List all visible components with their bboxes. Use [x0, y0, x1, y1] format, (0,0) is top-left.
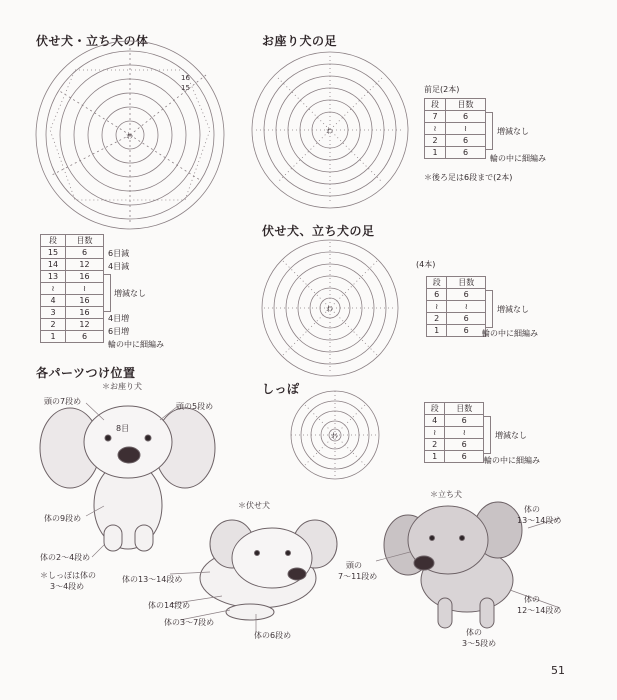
- label-standing-body-bottom: 体の: [466, 628, 482, 637]
- tail-center-label: わ: [331, 432, 338, 440]
- table-row: 4 16: [41, 295, 104, 307]
- label-standing-head: 頭の: [346, 561, 362, 570]
- row-note: 輪の中に細編み: [482, 329, 538, 338]
- label-standing-body-bottom-rows: 3～5段め: [462, 639, 497, 648]
- sitting-dog-title: ＊お座り犬: [102, 382, 142, 391]
- table-row: 3 16: [41, 307, 104, 319]
- table-row: 4 6: [425, 415, 484, 427]
- table-row: 15 6: [41, 247, 104, 259]
- table-row: 2 6: [425, 135, 486, 147]
- page-number: 51: [551, 664, 565, 677]
- lie-legs-center-label: わ: [326, 305, 333, 313]
- table-row: 1 6: [425, 147, 486, 159]
- diagram-round-start-label: 15: [181, 84, 190, 92]
- table-header: 段: [41, 235, 66, 247]
- heading-sit-legs: お座り犬の足: [262, 34, 338, 48]
- table-row: 2 12: [41, 319, 104, 331]
- label-lying-body-6: 体の6段め: [254, 631, 292, 640]
- table-row: ≀ ≀: [425, 123, 486, 135]
- row-note: 4目減: [108, 262, 130, 271]
- table-header: 目数: [445, 403, 484, 415]
- brace-note: 増減なし: [495, 431, 527, 440]
- brace-note: 増減なし: [497, 305, 529, 314]
- standing-dog-title: ＊立ち犬: [430, 490, 462, 499]
- lying-dog-title: ＊伏せ犬: [238, 501, 270, 510]
- label-lying-body-13-14: 体の13～14段め: [122, 575, 183, 584]
- heading-tail: しっぽ: [262, 382, 300, 396]
- label-body-2-4: 体の2～4段め: [40, 553, 91, 562]
- row-note: 輪の中に細編み: [484, 456, 540, 465]
- label-lying-body-14: 体の14段め: [148, 601, 191, 610]
- lying-dog-illustration: [200, 520, 337, 620]
- label-standing-head-rows: 7～11段め: [338, 572, 378, 581]
- label-standing-body-right: 体の: [524, 595, 540, 604]
- label-lying-body-3-7: 体の3～7段め: [164, 618, 215, 627]
- table-header: 目数: [447, 277, 486, 289]
- brace-note: 増減なし: [497, 127, 529, 136]
- table-row: 13 16: [41, 271, 104, 283]
- table-row: ≀ ≀: [427, 301, 486, 313]
- row-note: 6目増: [108, 327, 130, 336]
- label-head-5: 頭の5段め: [176, 402, 214, 411]
- table-header: 段: [425, 99, 446, 111]
- lie-legs-caption: (4本): [416, 260, 436, 269]
- body-center-label: わ: [126, 132, 133, 140]
- heading-lie-legs: 伏せ犬、立ち犬の足: [262, 224, 375, 238]
- diagram-round-end-label: 16: [181, 74, 190, 82]
- row-note: 4目増: [108, 314, 130, 323]
- table-row: 2 6: [425, 439, 484, 451]
- table-row: ≀ ≀: [41, 283, 104, 295]
- standing-dog-illustration: [384, 502, 522, 628]
- table-header: 段: [427, 277, 447, 289]
- table-header: 目数: [446, 99, 486, 111]
- label-standing-body-top: 体の: [524, 505, 540, 514]
- label-head-7: 頭の7段め: [44, 397, 82, 406]
- table-row: 7 6: [425, 111, 486, 123]
- table-row: 14 12: [41, 259, 104, 271]
- table-header: 段: [425, 403, 445, 415]
- heading-body: 伏せ犬・立ち犬の体: [36, 34, 149, 48]
- sit-legs-caption: 前足(2本): [424, 85, 460, 94]
- table-header: 目数: [66, 235, 104, 247]
- table-row: 1 6: [41, 331, 104, 343]
- heading-placement: 各パーツつけ位置: [36, 366, 136, 380]
- label-standing-body-top-rows: 13～14段め: [517, 516, 562, 525]
- label-eye-spacing: 8目: [116, 424, 130, 433]
- table-row: 2 6: [427, 313, 486, 325]
- row-note: 6目減: [108, 249, 130, 258]
- row-note: 輪の中に細編み: [108, 340, 164, 349]
- label-standing-body-right-rows: 12～14段め: [517, 606, 562, 615]
- label-tail-note-rows: 3～4段め: [50, 582, 85, 591]
- sit-legs-footnote: ＊後ろ足は6段まで(2本): [424, 173, 513, 182]
- sit-legs-center-label: わ: [326, 127, 333, 135]
- table-row: ≀ ≀: [425, 427, 484, 439]
- label-body-9: 体の9段め: [44, 514, 82, 523]
- table-row: 6 6: [427, 289, 486, 301]
- brace-note: 増減なし: [114, 289, 146, 298]
- label-tail-note: ＊しっぽは体の: [40, 571, 96, 580]
- table-row: 1 6: [427, 325, 486, 337]
- table-row: 1 6: [425, 451, 484, 463]
- row-note: 輪の中に細編み: [490, 154, 546, 163]
